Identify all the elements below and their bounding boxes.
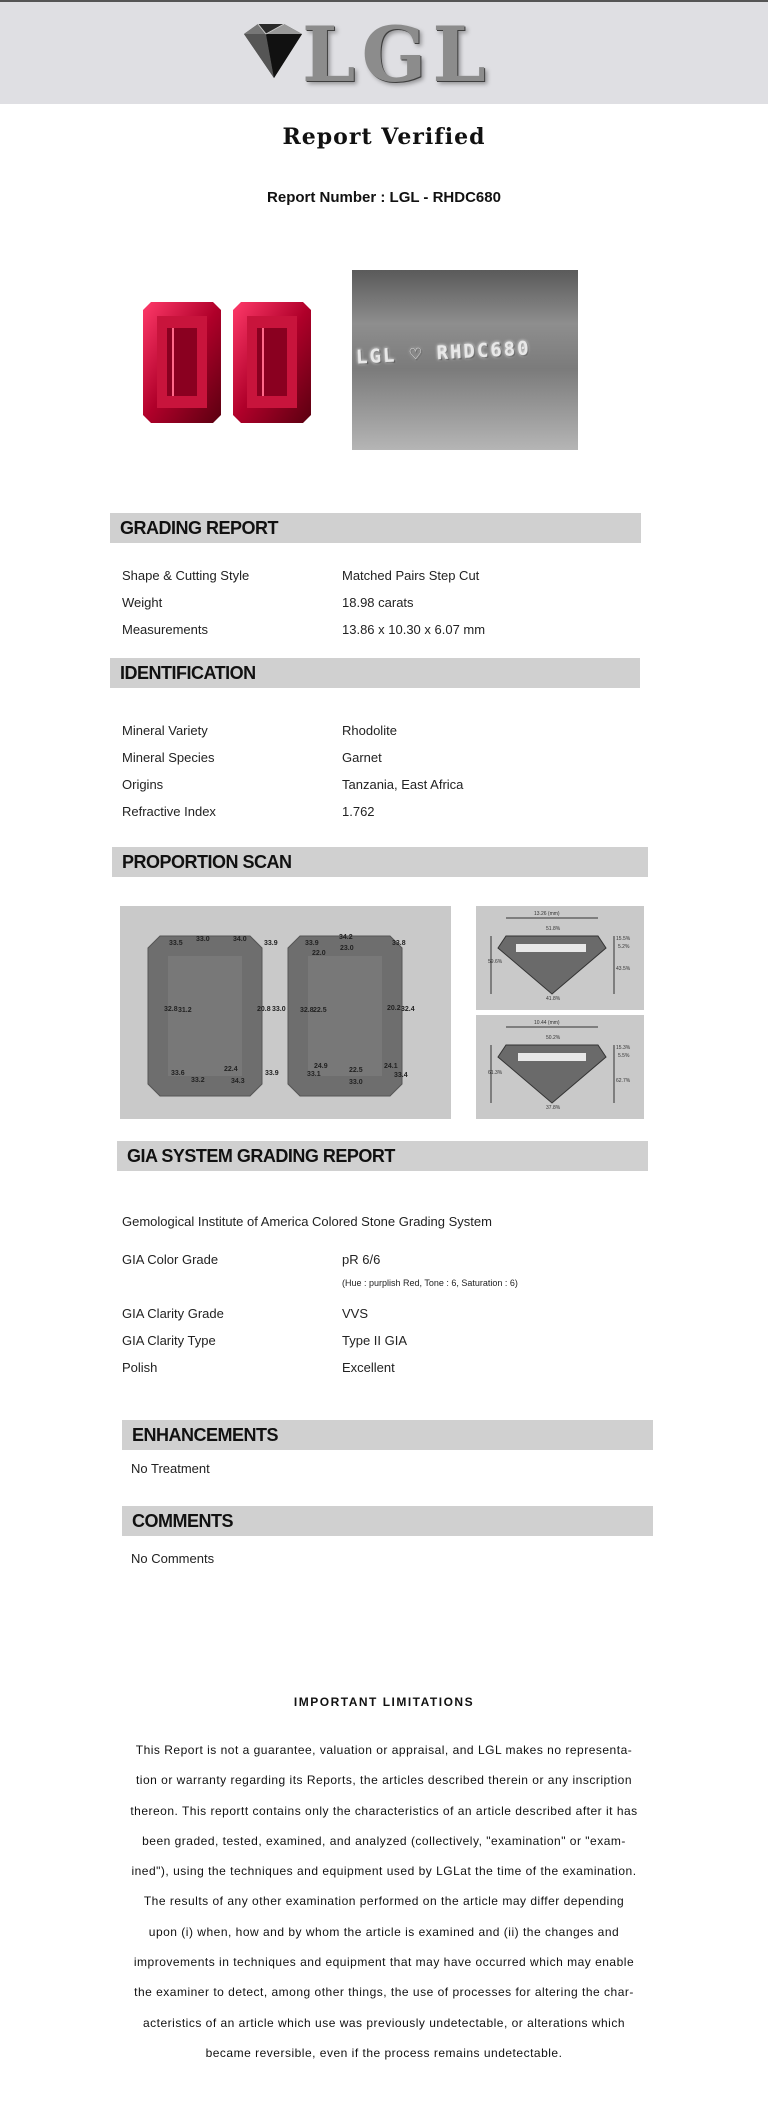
report-number: Report Number : LGL - RHDC680: [267, 189, 501, 206]
profile-label: 5.2%: [618, 944, 630, 950]
profile-label: 62.7%: [616, 1078, 631, 1084]
scan-label: 33.0: [349, 1079, 363, 1086]
gemstone-photo: [133, 270, 326, 455]
grading-label-weight: Weight: [122, 595, 163, 610]
limitations-title: IMPORTANT LIMITATIONS: [293, 1695, 475, 1709]
scan-label: 24.1: [384, 1063, 398, 1070]
limitations-line: the examiner to detect, among other things, the use of processes for altering the char-: [134, 1985, 634, 2000]
gia-report-title: GIA SYSTEM GRADING REPORT: [127, 1146, 395, 1166]
profile-label: 59.6%: [488, 959, 503, 965]
header-banner: [0, 2, 768, 104]
id-value-variety: Rhodolite: [342, 723, 397, 738]
scan-label: 22.5: [313, 1007, 327, 1014]
scan-label: 33.0: [196, 936, 210, 943]
profile-label: 61.3%: [488, 1070, 503, 1076]
grading-value-shape: Matched Pairs Step Cut: [342, 568, 480, 583]
gia-label-clarity-type: GIA Clarity Type: [122, 1333, 216, 1348]
logo-text: LGL: [302, 10, 492, 99]
scan-label: 33.2: [191, 1077, 205, 1084]
id-label-species: Mineral Species: [122, 750, 215, 765]
grading-label-measurements: Measurements: [122, 622, 208, 637]
scan-label: 33.4: [394, 1072, 408, 1079]
limitations-line: This Report is not a guarantee, valuation or appraisal, and LGL makes no representa-: [135, 1743, 633, 1757]
grading-label-shape: Shape & Cutting Style: [122, 568, 250, 583]
profile-label: 51.8%: [546, 926, 561, 932]
gia-subtitle: Gemological Institute of America Colored Stone Grading System: [122, 1214, 492, 1229]
gia-label-polish: Polish: [122, 1360, 158, 1375]
gia-value-polish: Excellent: [342, 1360, 395, 1375]
scan-label: 22.4: [224, 1066, 238, 1073]
comments-title: COMMENTS: [132, 1511, 233, 1531]
limitations-line: been graded, tested, examined, and analyzed (collectively, "examination" or "exam-: [142, 1833, 626, 1848]
enhancements-header: [122, 1420, 653, 1450]
limitations-line: tion or warranty regarding its Reports, the articles described therein or any inscription: [135, 1773, 633, 1788]
scan-label: 22.0: [312, 950, 326, 957]
identification-title: IDENTIFICATION: [120, 663, 256, 683]
diamond-icon: [236, 20, 306, 82]
grading-report-header: [110, 513, 641, 543]
gia-value-color: pR 6/6: [342, 1252, 381, 1267]
inscription-text: LGL ♡ RHDC680: [355, 337, 532, 369]
enhancements-text: No Treatment: [131, 1461, 210, 1476]
profile-label: 10.44 (mm): [534, 1020, 560, 1026]
id-value-ri: 1.762: [342, 804, 375, 819]
identification-header: [110, 658, 640, 688]
grading-report-title: GRADING REPORT: [120, 518, 279, 538]
scan-label: 32.4: [401, 1006, 415, 1013]
gia-color-note: (Hue : purplish Red, Tone : 6, Saturation : 6): [342, 1278, 518, 1288]
scan-label: 33.9: [265, 1070, 279, 1077]
grading-value-weight: 18.98 carats: [342, 595, 414, 610]
enhancements-title: ENHANCEMENTS: [132, 1425, 279, 1445]
profile-label: 13.26 (mm): [534, 911, 560, 917]
gia-label-clarity: GIA Clarity Grade: [122, 1306, 224, 1321]
limitations-line: upon (i) when, how and by whom the article is examined and (ii) the changes and: [148, 1924, 620, 1939]
scan-label: 22.5: [349, 1067, 363, 1074]
limitations-text: [115, 1735, 653, 2068]
scan-label: 32.8: [164, 1006, 178, 1013]
id-value-origins: Tanzania, East Africa: [342, 777, 464, 792]
proportion-profile-length: [476, 906, 644, 1010]
profile-label: 15.3%: [616, 1045, 631, 1051]
comments-text: No Comments: [131, 1551, 215, 1566]
scan-label: 33.1: [307, 1071, 321, 1078]
scan-label: 31.2: [178, 1007, 192, 1014]
scan-label: 20.2: [387, 1005, 401, 1012]
id-label-origins: Origins: [122, 777, 164, 792]
id-label-variety: Mineral Variety: [122, 723, 208, 738]
limitations-line: ined"), using the techniques and equipment used by LGLat the time of the examination.: [131, 1864, 637, 1879]
proportion-profile-width: [476, 1015, 644, 1119]
proportion-scan-header: [112, 847, 648, 877]
scan-label: 33.0: [272, 1006, 286, 1013]
scan-label: 33.9: [305, 940, 319, 947]
limitations-line: acteristics of an article which use was previously undetectable, or alterations which: [142, 2015, 626, 2030]
proportion-scan-title: PROPORTION SCAN: [122, 852, 292, 872]
limitations-line: thereon. This reportt contains only the characteristics of an article described after it has: [130, 1803, 638, 1818]
proportion-scan-top-view: [120, 906, 451, 1119]
profile-label: 41.8%: [546, 996, 561, 1002]
scan-label: 24.9: [314, 1063, 328, 1070]
limitations-line: improvements in techniques and equipment that may have occurred which may enable: [133, 1955, 635, 1970]
inscription-photo: [352, 270, 578, 450]
gia-value-clarity: VVS: [342, 1306, 369, 1321]
scan-label: 32.8: [300, 1007, 314, 1014]
comments-header: [122, 1506, 653, 1536]
scan-label: 33.8: [392, 940, 406, 947]
limitations-line: The results of any other examination performed on the article may differ depending: [143, 1894, 625, 1909]
scan-label: 34.0: [233, 936, 247, 943]
scan-label: 20.8: [257, 1006, 271, 1013]
id-label-ri: Refractive Index: [122, 804, 216, 819]
scan-label: 34.3: [231, 1078, 245, 1085]
grading-value-measurements: 13.86 x 10.30 x 6.07 mm: [342, 622, 486, 637]
limitations-line: became reversible, even if the process remains undetectable.: [205, 2045, 563, 2060]
scan-label: 33.9: [264, 940, 278, 947]
profile-label: 5.5%: [618, 1053, 630, 1059]
id-value-species: Garnet: [342, 750, 382, 765]
scan-label: 23.0: [340, 945, 354, 952]
profile-label: 15.5%: [616, 936, 631, 942]
scan-label: 33.5: [169, 940, 183, 947]
scan-label: 34.2: [339, 934, 353, 941]
page-title: Report Verified: [282, 124, 486, 150]
gia-label-color: GIA Color Grade: [122, 1252, 219, 1267]
gia-value-clarity-type: Type II GIA: [342, 1333, 408, 1348]
lgl-logo[interactable]: [236, 10, 492, 99]
gia-report-header: [117, 1141, 648, 1171]
profile-label: 50.2%: [546, 1035, 561, 1041]
profile-label: 37.8%: [546, 1105, 561, 1111]
scan-label: 33.6: [171, 1070, 185, 1077]
profile-label: 43.5%: [616, 966, 631, 972]
